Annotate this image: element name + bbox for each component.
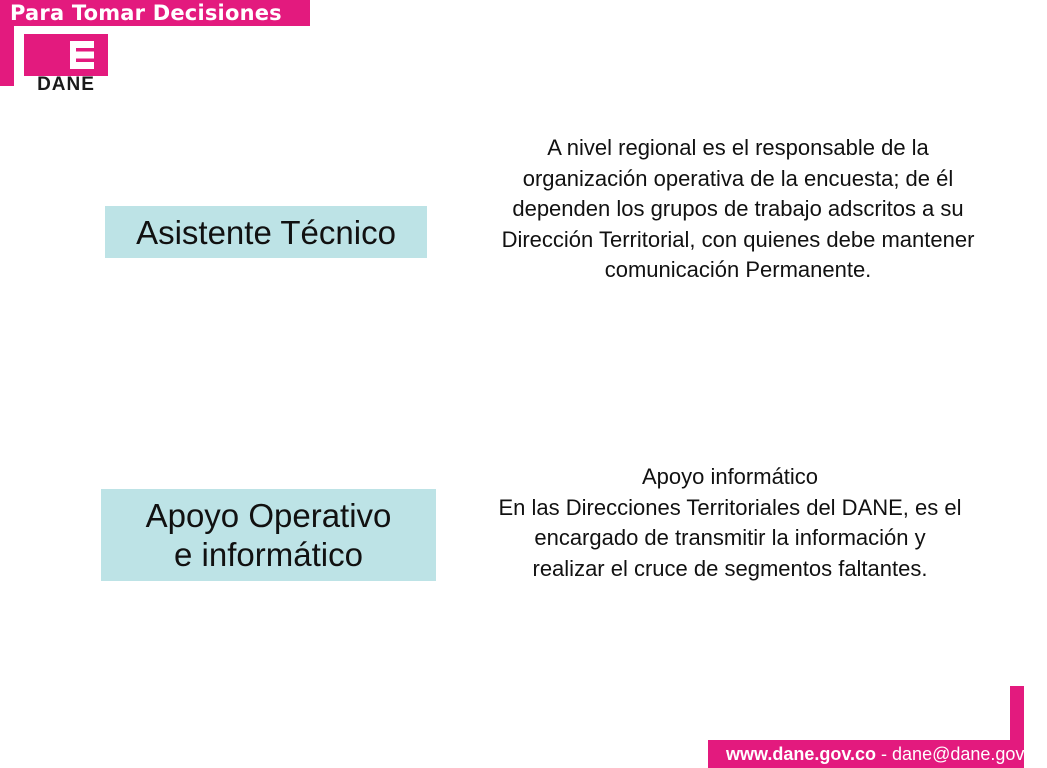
- footer-email-link[interactable]: dane@dane.gov.co: [892, 744, 1047, 764]
- role-description-apoyo-operativo: [496, 462, 964, 584]
- role-title-line1: Apoyo Operativo: [145, 497, 392, 534]
- header-banner: Para Tomar Decisiones: [0, 0, 310, 26]
- footer-separator: -: [876, 744, 893, 764]
- left-accent-bar: [0, 26, 14, 86]
- role-description-heading: Apoyo informático: [641, 464, 819, 489]
- role-title-line2: e informático: [174, 536, 363, 573]
- dane-logo: [24, 34, 108, 94]
- role-description-text: En las Direcciones Territoriales del DANE, es el encargado de transmitir la información y realizar el cruce de segmentos faltantes.: [498, 494, 962, 581]
- footer-bar: [708, 740, 1047, 768]
- dane-logo-icon: [24, 34, 108, 76]
- role-description-text: A nivel regional es el responsable de la organización operativa de la encuesta; de él dependen los grupos de trabajo adscritos a su Dirección Territorial, con quienes debe mantener comunicación Permanente.: [501, 135, 975, 282]
- role-box-apoyo-operativo: [101, 489, 436, 581]
- right-accent-bar: [1010, 686, 1024, 740]
- role-box-asistente-tecnico: [105, 206, 427, 258]
- role-description-asistente-tecnico: [500, 133, 976, 286]
- dane-logo-text: DANE: [37, 74, 95, 95]
- role-title: Asistente Técnico: [136, 213, 396, 251]
- footer-url-link[interactable]: www.dane.gov.co: [726, 744, 877, 764]
